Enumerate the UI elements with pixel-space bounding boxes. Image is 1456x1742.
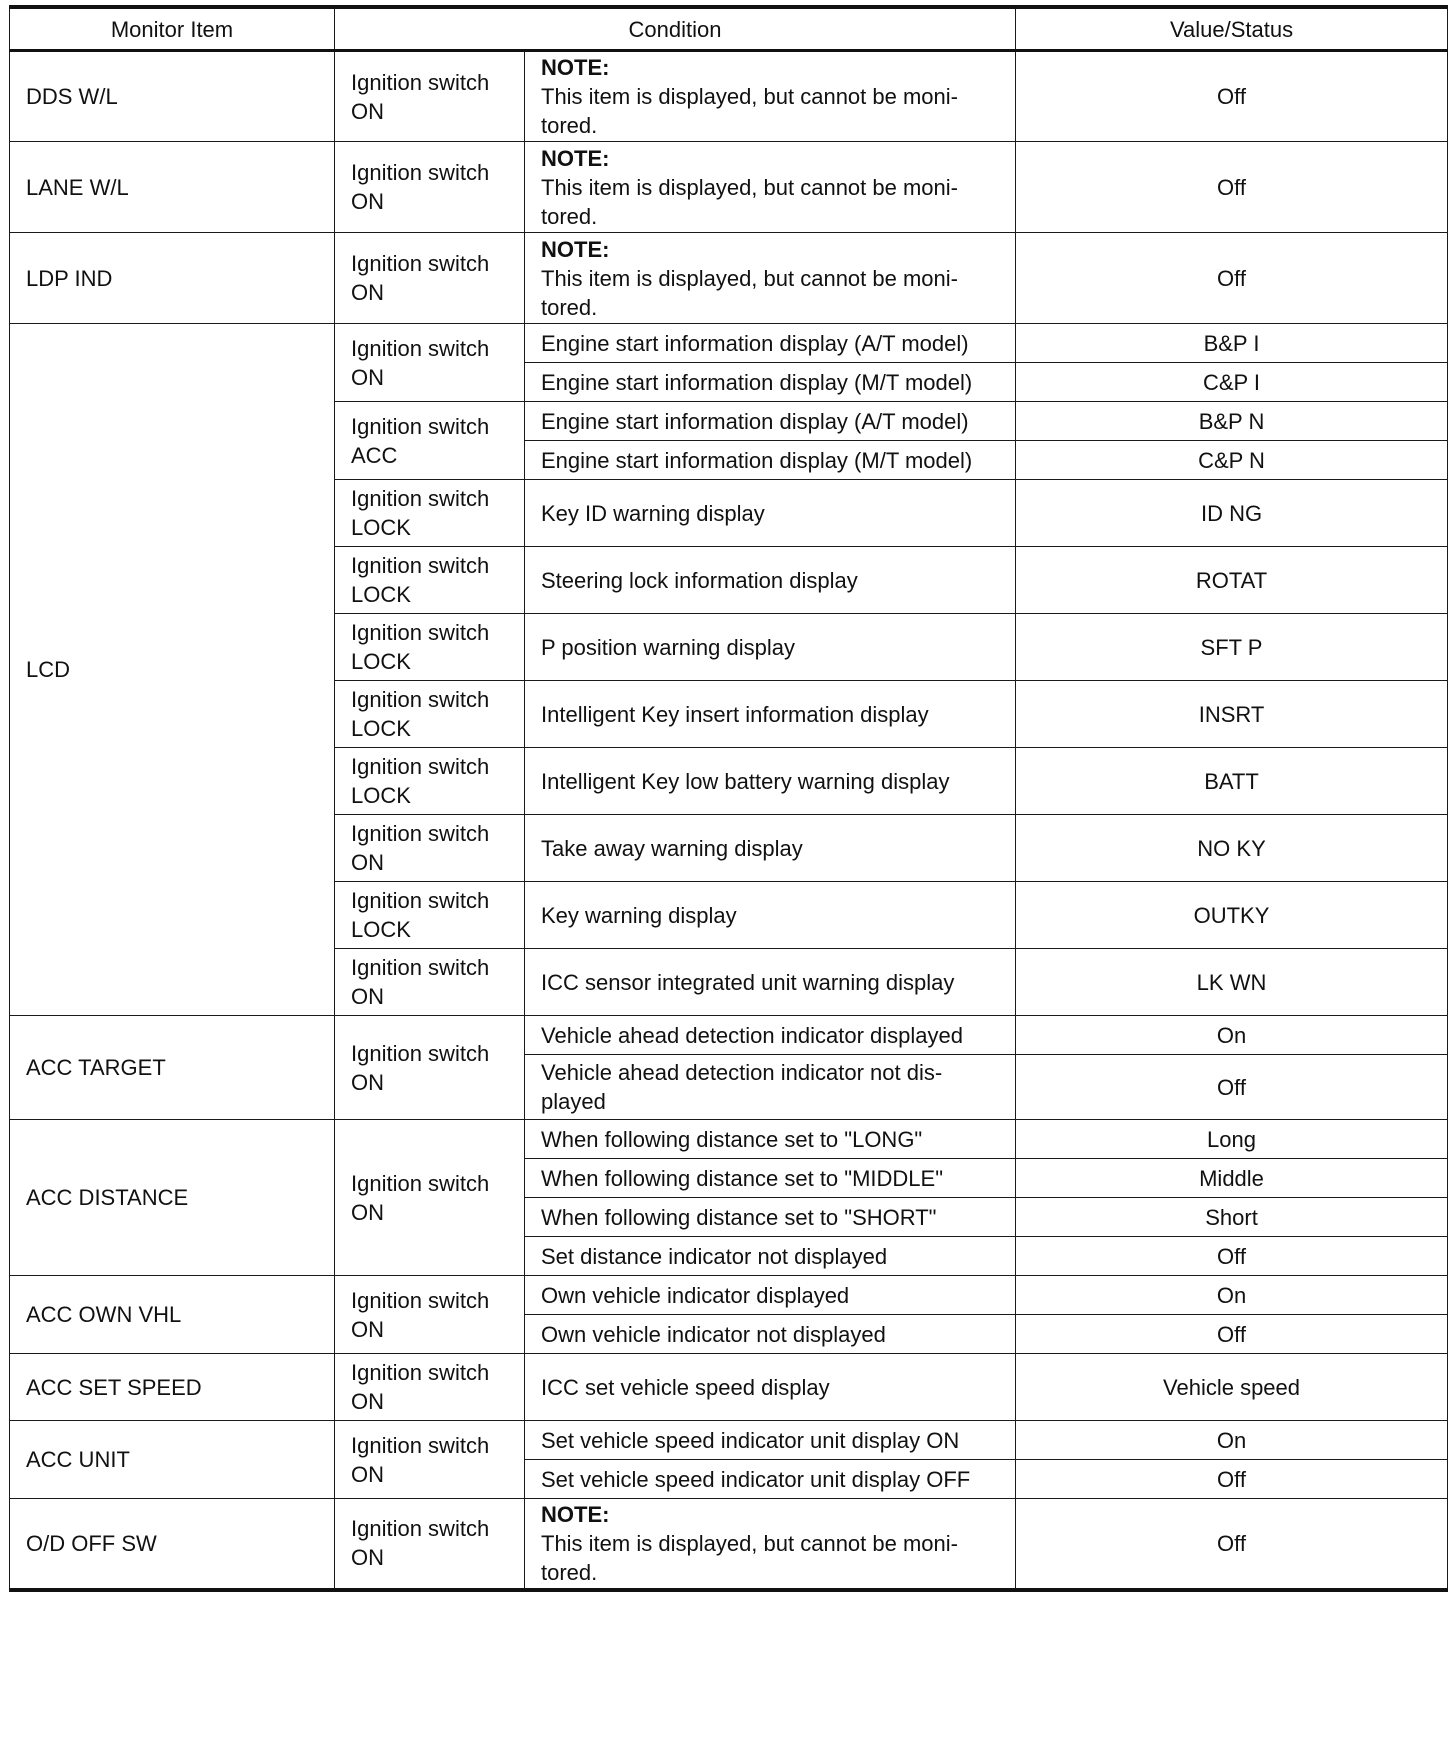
condition-text: Steering lock information display bbox=[541, 567, 858, 593]
condition-description-cell bbox=[525, 1016, 1016, 1055]
value-status-cell: C&P I bbox=[1016, 363, 1448, 402]
switch-text: Ignition switch bbox=[351, 1040, 490, 1066]
switch-text: Ignition switch bbox=[351, 821, 490, 846]
switch-text: Ignition switch bbox=[351, 620, 490, 645]
switch-text: Ignition switch bbox=[351, 553, 490, 578]
condition-text: tored. bbox=[541, 203, 598, 229]
value-status-cell: INSRT bbox=[1016, 681, 1448, 748]
switch-text: Ignition switch bbox=[351, 486, 490, 511]
switch-text: LOCK bbox=[351, 716, 411, 741]
condition-text: Engine start information display (A/T model) bbox=[541, 330, 969, 356]
condition-description-cell bbox=[525, 547, 1016, 614]
ignition-switch-cell bbox=[335, 882, 525, 949]
header-monitor-item: Monitor Item bbox=[10, 7, 335, 51]
monitor-item-cell: O/D OFF SW bbox=[10, 1499, 335, 1590]
value-status-cell: On bbox=[1016, 1421, 1448, 1460]
ignition-switch-cell bbox=[335, 324, 525, 402]
ignition-switch-cell bbox=[335, 1499, 525, 1590]
condition-description-cell bbox=[525, 51, 1016, 142]
monitor-item-cell: ACC UNIT bbox=[10, 1421, 335, 1499]
switch-text: Ignition switch bbox=[351, 1360, 490, 1385]
switch-text: ON bbox=[351, 850, 384, 875]
switch-text: ON bbox=[351, 1199, 384, 1225]
switch-text: Ignition switch bbox=[351, 1287, 490, 1313]
condition-description-cell bbox=[525, 324, 1016, 363]
condition-text: Intelligent Key low battery warning display bbox=[541, 768, 950, 794]
monitor-item-cell: LCD bbox=[10, 324, 335, 1016]
condition-text: ICC sensor integrated unit warning display bbox=[541, 969, 955, 995]
value-status-cell: Long bbox=[1016, 1120, 1448, 1159]
value-status-cell: On bbox=[1016, 1016, 1448, 1055]
switch-text: LOCK bbox=[351, 783, 411, 808]
table-row bbox=[10, 1276, 1448, 1315]
switch-text: Ignition switch bbox=[351, 687, 490, 712]
condition-text: This item is displayed, but cannot be moni- bbox=[541, 265, 958, 291]
value-status-cell: LK WN bbox=[1016, 949, 1448, 1016]
condition-text: played bbox=[541, 1089, 606, 1114]
condition-text: Own vehicle indicator displayed bbox=[541, 1282, 850, 1308]
switch-text: LOCK bbox=[351, 582, 411, 607]
condition-text: Own vehicle indicator not displayed bbox=[541, 1321, 886, 1347]
monitor-item-cell: LDP IND bbox=[10, 233, 335, 324]
condition-text: ICC set vehicle speed display bbox=[541, 1374, 830, 1400]
condition-text: tored. bbox=[541, 1559, 598, 1585]
value-status-cell: Off bbox=[1016, 233, 1448, 324]
ignition-switch-cell bbox=[335, 233, 525, 324]
table-body bbox=[10, 51, 1448, 1590]
monitor-item-cell: ACC DISTANCE bbox=[10, 1120, 335, 1276]
switch-text: Ignition switch bbox=[351, 955, 490, 980]
condition-text: Set vehicle speed indicator unit display ON bbox=[541, 1427, 960, 1453]
table-row bbox=[10, 51, 1448, 142]
condition-text: Engine start information display (M/T model) bbox=[541, 447, 973, 473]
table-row bbox=[10, 142, 1448, 233]
condition-text: Set distance indicator not displayed bbox=[541, 1243, 888, 1269]
value-status-cell: BATT bbox=[1016, 748, 1448, 815]
switch-text: ON bbox=[351, 1389, 384, 1414]
note-label: NOTE: bbox=[541, 145, 610, 171]
ignition-switch-cell bbox=[335, 949, 525, 1016]
value-status-cell: B&P N bbox=[1016, 402, 1448, 441]
monitor-item-cell: ACC OWN VHL bbox=[10, 1276, 335, 1354]
header-condition: Condition bbox=[335, 7, 1016, 51]
switch-text: ON bbox=[351, 984, 384, 1009]
condition-text: Key ID warning display bbox=[541, 500, 765, 526]
switch-text: Ignition switch bbox=[351, 888, 490, 913]
condition-description-cell bbox=[525, 1198, 1016, 1237]
condition-text: Vehicle ahead detection indicator not dis- bbox=[541, 1060, 943, 1085]
ignition-switch-cell bbox=[335, 1120, 525, 1276]
switch-text: Ignition switch bbox=[351, 160, 490, 185]
condition-text: Vehicle ahead detection indicator displayed bbox=[541, 1022, 963, 1048]
condition-description-cell bbox=[525, 1159, 1016, 1198]
condition-text: When following distance set to "SHORT" bbox=[541, 1204, 937, 1230]
condition-text: This item is displayed, but cannot be moni- bbox=[541, 1530, 958, 1556]
condition-description-cell bbox=[525, 1055, 1016, 1120]
ignition-switch-cell bbox=[335, 480, 525, 547]
switch-text: ON bbox=[351, 1316, 384, 1342]
table-row bbox=[10, 324, 1448, 363]
condition-text: This item is displayed, but cannot be moni- bbox=[541, 174, 958, 200]
ignition-switch-cell bbox=[335, 748, 525, 815]
switch-text: Ignition switch bbox=[351, 335, 490, 361]
switch-text: ON bbox=[351, 98, 384, 124]
note-label: NOTE: bbox=[541, 55, 610, 80]
condition-description-cell bbox=[525, 402, 1016, 441]
monitor-item-cell: ACC TARGET bbox=[10, 1016, 335, 1120]
value-status-cell: Vehicle speed bbox=[1016, 1354, 1448, 1421]
switch-text: Ignition switch bbox=[351, 754, 490, 779]
condition-text: When following distance set to "MIDDLE" bbox=[541, 1165, 944, 1191]
condition-text: Take away warning display bbox=[541, 835, 803, 861]
value-status-cell: ROTAT bbox=[1016, 547, 1448, 614]
condition-description-cell bbox=[525, 882, 1016, 949]
condition-description-cell bbox=[525, 949, 1016, 1016]
monitor-item-cell: DDS W/L bbox=[10, 51, 335, 142]
condition-description-cell bbox=[525, 363, 1016, 402]
switch-text: Ignition switch bbox=[351, 1516, 490, 1542]
table-row bbox=[10, 1421, 1448, 1460]
table-row bbox=[10, 1499, 1448, 1590]
condition-description-cell bbox=[525, 614, 1016, 681]
table-row bbox=[10, 1120, 1448, 1159]
ignition-switch-cell bbox=[335, 681, 525, 748]
ignition-switch-cell bbox=[335, 402, 525, 480]
note-label: NOTE: bbox=[541, 1501, 610, 1527]
ignition-switch-cell bbox=[335, 1354, 525, 1421]
value-status-cell: On bbox=[1016, 1276, 1448, 1315]
value-status-cell: Off bbox=[1016, 1315, 1448, 1354]
switch-text: LOCK bbox=[351, 515, 411, 540]
value-status-cell: Off bbox=[1016, 1499, 1448, 1590]
value-status-cell: ID NG bbox=[1016, 480, 1448, 547]
condition-description-cell bbox=[525, 1237, 1016, 1276]
ignition-switch-cell bbox=[335, 614, 525, 681]
switch-text: LOCK bbox=[351, 917, 411, 942]
value-status-cell: Off bbox=[1016, 1237, 1448, 1276]
switch-text: Ignition switch bbox=[351, 413, 490, 439]
switch-text: ON bbox=[351, 1461, 384, 1487]
switch-text: Ignition switch bbox=[351, 1170, 490, 1196]
condition-description-cell bbox=[525, 441, 1016, 480]
value-status-cell: Off bbox=[1016, 1460, 1448, 1499]
condition-text: When following distance set to "LONG" bbox=[541, 1126, 923, 1152]
value-status-cell: Off bbox=[1016, 1055, 1448, 1120]
note-label: NOTE: bbox=[541, 236, 610, 262]
switch-text: Ignition switch bbox=[351, 69, 490, 95]
condition-description-cell bbox=[525, 748, 1016, 815]
condition-description-cell bbox=[525, 142, 1016, 233]
table-header-row bbox=[10, 7, 1448, 51]
value-status-cell: NO KY bbox=[1016, 815, 1448, 882]
value-status-cell: OUTKY bbox=[1016, 882, 1448, 949]
ignition-switch-cell bbox=[335, 547, 525, 614]
value-status-cell: Middle bbox=[1016, 1159, 1448, 1198]
switch-text: ON bbox=[351, 1069, 384, 1095]
value-status-cell: C&P N bbox=[1016, 441, 1448, 480]
table-row bbox=[10, 1016, 1448, 1055]
condition-description-cell bbox=[525, 1315, 1016, 1354]
ignition-switch-cell bbox=[335, 1276, 525, 1354]
ignition-switch-cell bbox=[335, 1016, 525, 1120]
value-status-cell: B&P I bbox=[1016, 324, 1448, 363]
switch-text: ON bbox=[351, 189, 384, 214]
condition-description-cell bbox=[525, 1460, 1016, 1499]
value-status-cell: Off bbox=[1016, 51, 1448, 142]
ignition-switch-cell bbox=[335, 142, 525, 233]
value-status-cell: Off bbox=[1016, 142, 1448, 233]
switch-text: Ignition switch bbox=[351, 251, 490, 276]
condition-description-cell bbox=[525, 1499, 1016, 1590]
value-status-cell: Short bbox=[1016, 1198, 1448, 1237]
condition-description-cell bbox=[525, 1276, 1016, 1315]
condition-text: This item is displayed, but cannot be moni- bbox=[541, 84, 958, 109]
condition-description-cell bbox=[525, 1120, 1016, 1159]
condition-text: Engine start information display (A/T model) bbox=[541, 408, 969, 434]
switch-text: Ignition switch bbox=[351, 1432, 490, 1458]
condition-text: Set vehicle speed indicator unit display OFF bbox=[541, 1466, 971, 1492]
switch-text: ON bbox=[351, 1545, 384, 1571]
condition-text: P position warning display bbox=[541, 634, 795, 660]
table-row bbox=[10, 233, 1448, 324]
monitor-item-table bbox=[9, 5, 1448, 1592]
value-status-cell: SFT P bbox=[1016, 614, 1448, 681]
monitor-item-cell: LANE W/L bbox=[10, 142, 335, 233]
switch-text: LOCK bbox=[351, 649, 411, 674]
condition-text: tored. bbox=[541, 113, 598, 138]
ignition-switch-cell bbox=[335, 815, 525, 882]
switch-text: ON bbox=[351, 280, 384, 305]
condition-text: Engine start information display (M/T model) bbox=[541, 369, 973, 395]
condition-description-cell bbox=[525, 815, 1016, 882]
condition-description-cell bbox=[525, 681, 1016, 748]
header-value-status: Value/Status bbox=[1016, 7, 1448, 51]
condition-text: Key warning display bbox=[541, 902, 737, 928]
condition-description-cell bbox=[525, 480, 1016, 547]
condition-text: Intelligent Key insert information display bbox=[541, 701, 929, 727]
ignition-switch-cell bbox=[335, 1421, 525, 1499]
switch-text: ON bbox=[351, 364, 384, 390]
condition-description-cell bbox=[525, 1421, 1016, 1460]
condition-description-cell bbox=[525, 233, 1016, 324]
switch-text: ACC bbox=[351, 442, 398, 468]
condition-text: tored. bbox=[541, 294, 598, 320]
table-row bbox=[10, 1354, 1448, 1421]
condition-description-cell bbox=[525, 1354, 1016, 1421]
monitor-item-cell: ACC SET SPEED bbox=[10, 1354, 335, 1421]
ignition-switch-cell bbox=[335, 51, 525, 142]
